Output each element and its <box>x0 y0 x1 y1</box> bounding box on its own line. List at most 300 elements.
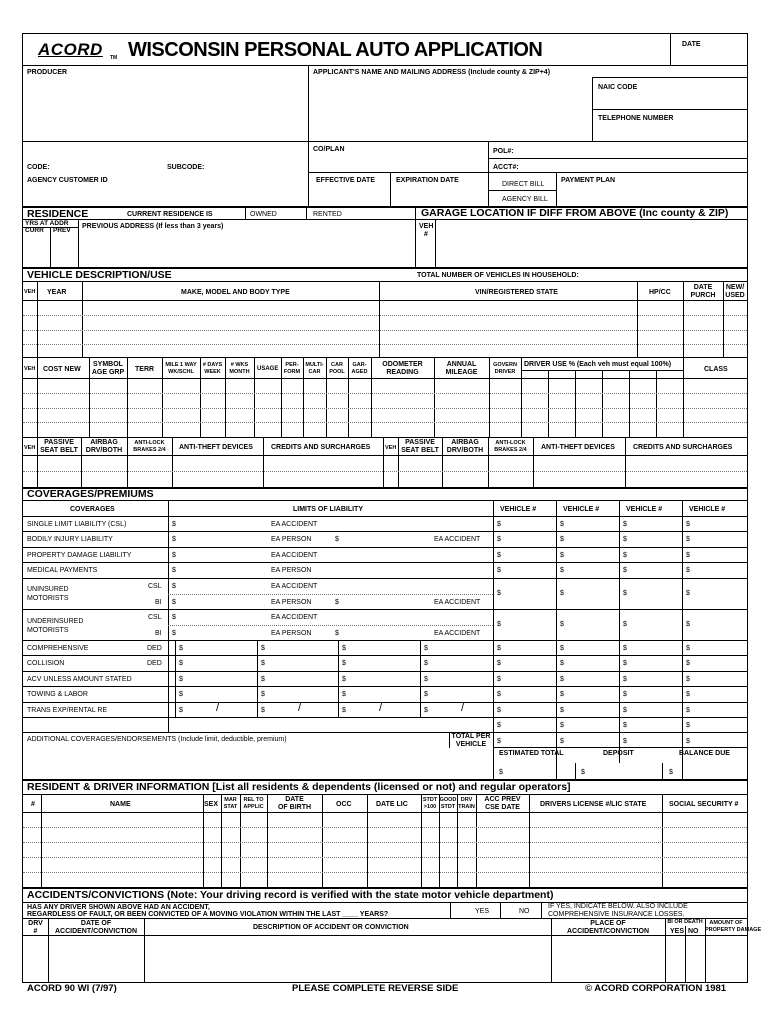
drv1: DRV <box>460 797 473 803</box>
garaged-col <box>348 362 371 376</box>
drv-rel-col <box>240 797 267 811</box>
vehicle-premium-dollar[interactable]: $ <box>623 536 627 543</box>
abs1b: ANTI-LOCK <box>495 440 526 446</box>
towing-label: TOWING & LABOR <box>27 691 88 698</box>
garage-veh-label: VEH <box>419 223 434 230</box>
airbag-col-2 <box>442 439 488 455</box>
curr-label: CURR <box>25 227 44 234</box>
coll-label: COLLISION <box>27 660 65 667</box>
producer-field[interactable] <box>25 78 306 140</box>
date1: DATE <box>693 284 713 291</box>
um-bi-dollar: $ <box>172 599 176 606</box>
vehicle-premium-dollar[interactable]: $ <box>497 567 501 574</box>
phone-label: TELEPHONE NUMBER <box>598 115 674 122</box>
underinsured-label <box>27 617 83 635</box>
vehicle-premium-dollar[interactable]: $ <box>497 590 501 597</box>
vehicle-premium-dollar[interactable]: $ <box>623 707 627 714</box>
bal-dollar: $ <box>669 769 673 776</box>
uim-bi-ea-per: EA PERSON <box>271 630 312 637</box>
terr-col: TERR <box>135 366 155 373</box>
dob1: DATE <box>285 796 304 803</box>
credits-col: CREDITS AND SURCHARGES <box>271 444 371 451</box>
mar1: MAR <box>224 797 237 803</box>
vehicle-premium-dollar[interactable]: $ <box>560 691 564 698</box>
carpool-col <box>326 362 348 376</box>
carp1: CAR <box>331 362 343 368</box>
vehicle-premium-dollar[interactable]: $ <box>560 645 564 652</box>
hpcc-col: HP/CC <box>649 289 671 296</box>
veh-col-4: VEH <box>385 445 397 451</box>
coverages-col: COVERAGES <box>70 506 115 513</box>
acc-amount-col <box>705 920 762 934</box>
total-per-vehicle <box>449 733 493 749</box>
vehicle-premium-dollar[interactable]: $ <box>560 738 564 745</box>
csl-label: SINGLE LIMIT LIABILITY (CSL) <box>27 521 127 528</box>
drv-sex-col: SEX <box>204 801 219 808</box>
estimated-total: ESTIMATED TOTAL <box>499 750 564 757</box>
drv-datelic-col: DATE LIC <box>376 801 408 808</box>
acc-place-col <box>551 920 665 936</box>
vehicle-title: VEHICLE DESCRIPTION/USE <box>27 269 172 281</box>
vehicle-premium-dollar[interactable]: $ <box>497 521 501 528</box>
limits-col: LIMITS OF LIABILITY <box>293 506 363 513</box>
trans-label: TRANS EXP/RENTAL RE <box>27 707 108 714</box>
symbol-col <box>89 361 127 377</box>
antilock-col <box>127 440 172 454</box>
vehicle-premium-dollar[interactable]: $ <box>497 536 501 543</box>
underinsured: UNDERINSURED <box>27 618 84 625</box>
vehicle-premium-dollar[interactable]: $ <box>497 621 501 628</box>
ded-dollar[interactable]: $ <box>179 676 183 683</box>
odometer-col <box>371 361 434 377</box>
vehicle-premium-dollar[interactable]: $ <box>686 645 690 652</box>
passive-col <box>37 439 81 455</box>
days-col <box>200 362 225 376</box>
csl-ea-acc: EA ACCIDENT <box>271 521 318 528</box>
um-bi-dollar-2: $ <box>335 599 339 606</box>
vin-col: VIN/REGISTERED STATE <box>475 289 558 296</box>
vehicle-premium-dollar[interactable]: $ <box>560 707 564 714</box>
drv-occ-col: OCC <box>336 801 352 808</box>
producer-label: PRODUCER <box>27 69 68 76</box>
vehicle-premium-dollar[interactable]: $ <box>623 567 627 574</box>
passive2b: SEAT BELT <box>401 447 439 454</box>
acc-if-yes <box>548 903 688 919</box>
vehicle-col-3: VEHICLE # <box>626 506 663 513</box>
trans-slash: / <box>379 702 383 714</box>
drv-num-col: # <box>31 801 35 808</box>
uim-bi-dollar-2: $ <box>335 630 339 637</box>
residence-title: RESIDENCE <box>27 208 89 220</box>
drv-good-col <box>439 797 457 811</box>
cost-col: COST NEW <box>43 366 81 373</box>
vehicle-premium-dollar[interactable]: $ <box>623 590 627 597</box>
class-col: CLASS <box>704 366 728 373</box>
if2: COMPREHENSIVE INSURANCE LOSSES. <box>548 911 685 918</box>
total-vehicles-label: TOTAL NUMBER OF VEHICLES IN HOUSEHOLD: <box>417 272 579 279</box>
mile2: WK/SCHL <box>168 369 194 375</box>
new-used-col <box>723 284 747 300</box>
garage-field[interactable] <box>437 221 745 266</box>
veh-col-3: VEH <box>24 445 36 451</box>
dob2: OF BIRTH <box>277 804 312 811</box>
acc-yes[interactable]: YES <box>475 908 490 915</box>
vehicle-premium-dollar[interactable]: $ <box>560 590 564 597</box>
gov2: DRIVER <box>494 369 516 375</box>
tot2: VEHICLE <box>455 741 487 748</box>
med-ea-per: EA PERSON <box>271 567 312 574</box>
ded-dollar[interactable]: $ <box>424 691 428 698</box>
agency-id-label: AGENCY CUSTOMER ID <box>27 177 108 184</box>
wks1: # WKS <box>230 362 249 368</box>
antilock-col-2 <box>488 440 533 454</box>
accidents-title: ACCIDENTS/CONVICTIONS (Note: Your driving record is verified with the state motor vehicle department) <box>27 889 554 901</box>
form-title: WISCONSIN PERSONAL AUTO APPLICATION <box>128 39 543 61</box>
good2: STDT <box>440 804 456 810</box>
vehicle-premium-dollar[interactable]: $ <box>686 676 690 683</box>
drv2: TRAIN <box>458 804 475 810</box>
multi1: MULTI- <box>305 362 324 368</box>
vehicle-premium-dollar[interactable]: $ <box>560 660 564 667</box>
drv-train-col <box>457 797 476 811</box>
eff-label: EFFECTIVE DATE <box>316 177 375 184</box>
acc-bi-no: NO <box>688 928 699 935</box>
ded-dollar[interactable]: $ <box>424 660 428 667</box>
vehicle-premium-dollar[interactable]: $ <box>560 621 564 628</box>
vehicle-premium-dollar[interactable]: $ <box>497 660 501 667</box>
make-col: MAKE, MODEL AND BODY TYPE <box>181 289 290 296</box>
tot1: TOTAL PER <box>451 733 491 740</box>
vehicle-premium-dollar[interactable]: $ <box>623 691 627 698</box>
vehicle-premium-dollar[interactable]: $ <box>686 660 690 667</box>
pd-label: PROPERTY DAMAGE LIABILITY <box>27 552 132 559</box>
purch: PURCH <box>690 292 716 299</box>
ded-dollar[interactable]: $ <box>261 691 265 698</box>
bi-label: BODILY INJURY LIABILITY <box>27 536 113 543</box>
air1: AIRBAG <box>90 439 118 446</box>
sym2: AGE GRP <box>91 369 125 376</box>
vehicle-premium-dollar[interactable]: $ <box>623 552 627 559</box>
trans-slash: / <box>216 702 220 714</box>
acc-no[interactable]: NO <box>519 908 530 915</box>
wks-col <box>225 362 254 376</box>
tm-mark: TM <box>110 55 118 61</box>
perform-col <box>281 362 303 376</box>
good1: GOOD <box>439 797 457 803</box>
date-purch-col <box>684 284 722 300</box>
pol-label: POL#: <box>493 148 514 155</box>
prev-addr-label: PREVIOUS ADDRESS (If less than 3 years) <box>82 223 224 230</box>
balance-label: BALANCE DUE <box>679 750 730 757</box>
uim-bi-dollar: $ <box>172 630 176 637</box>
drv-name-col: NAME <box>110 801 131 808</box>
abs1: ANTI-LOCK <box>134 440 165 446</box>
vehicle-premium-dollar[interactable]: $ <box>623 660 627 667</box>
ded-dollar[interactable]: $ <box>342 691 346 698</box>
copyright: © ACORD CORPORATION 1981 <box>585 983 727 994</box>
prev-label: PREV <box>53 227 71 234</box>
vehicle-premium-dollar[interactable]: $ <box>686 707 690 714</box>
est-dollar: $ <box>499 769 503 776</box>
odo2: READING <box>386 369 419 376</box>
place2: ACCIDENT/CONVICTION <box>566 928 650 935</box>
credits-col-2: CREDITS AND SURCHARGES <box>633 444 733 451</box>
vehicle-premium-dollar[interactable]: $ <box>623 676 627 683</box>
if1: IF YES, INDICATE BELOW. ALSO INCLUDE <box>548 903 688 910</box>
passive1: PASSIVE <box>44 439 74 446</box>
stdt1: STDT <box>422 797 438 803</box>
odo1: ODOMETER <box>382 361 423 368</box>
airbag-col <box>81 439 127 455</box>
dep-dollar: $ <box>581 769 585 776</box>
drv-ss-col: SOCIAL SECURITY # <box>669 801 739 808</box>
ded-dollar[interactable]: $ <box>261 707 265 714</box>
uninsured: UNINSURED <box>27 586 69 593</box>
vehicle-premium-dollar[interactable]: $ <box>560 521 564 528</box>
bi-dollar-2: $ <box>335 536 339 543</box>
coplan-label: CO/PLAN <box>313 146 345 153</box>
vehicle-premium-dollar[interactable]: $ <box>686 691 690 698</box>
bi-ea-per: EA PERSON <box>271 536 312 543</box>
ded-dollar[interactable]: $ <box>342 660 346 667</box>
drv-mar-col <box>221 797 240 811</box>
vehicle-premium-dollar[interactable]: $ <box>497 722 501 729</box>
um-bi-ea-per: EA PERSON <box>271 599 312 606</box>
vehicle-premium-dollar[interactable]: $ <box>623 521 627 528</box>
ded-dollar[interactable]: $ <box>179 660 183 667</box>
naic-label: NAIC CODE <box>598 84 638 91</box>
ded-dollar[interactable]: $ <box>342 645 346 652</box>
acc-desc-col: DESCRIPTION OF ACCIDENT OR CONVICTION <box>253 924 409 931</box>
air2b: DRV/BOTH <box>446 447 484 454</box>
garage-title: GARAGE LOCATION IF DIFF FROM ABOVE (Inc county & ZIP) <box>421 207 729 219</box>
ann2: MILEAGE <box>445 369 478 376</box>
place1: PLACE OF <box>590 920 626 927</box>
amt1: AMOUNT OF <box>709 920 743 926</box>
acc-date1: DATE OF <box>80 920 112 927</box>
vehicle-premium-dollar[interactable]: $ <box>497 738 501 745</box>
drv-stdt-col <box>421 797 439 811</box>
um-bi-ea-acc: EA ACCIDENT <box>434 599 481 606</box>
mile1: MILE 1 WAY <box>165 362 197 368</box>
vehicle-premium-dollar[interactable]: $ <box>497 707 501 714</box>
rel1: REL TO <box>243 797 264 803</box>
ded-dollar[interactable]: $ <box>424 676 428 683</box>
acord-logo: ACORD <box>38 40 103 59</box>
uninsured-label <box>27 585 69 603</box>
coverages-title: COVERAGES/PREMIUMS <box>27 488 154 500</box>
amt2: PROPERTY DAMAGE <box>705 927 762 933</box>
pd-dollar: $ <box>172 552 176 559</box>
date-field[interactable] <box>672 48 746 64</box>
ann1: ANNUAL <box>446 361 477 368</box>
acc-bi-yes: YES <box>670 928 685 935</box>
drv-lic-col: DRIVERS LICENSE #/LIC STATE <box>540 801 647 808</box>
vehicle-col-1: VEHICLE # <box>500 506 537 513</box>
vehicle-premium-dollar[interactable]: $ <box>686 552 690 559</box>
passive-col-2 <box>398 439 442 455</box>
garage-num-label: # <box>424 231 428 238</box>
ded-dollar[interactable]: $ <box>179 707 183 714</box>
vehicle-premium-dollar[interactable]: $ <box>623 722 627 729</box>
carp2: POOL <box>329 369 345 375</box>
exp-label: EXPIRATION DATE <box>396 177 459 184</box>
rel2: APPLIC <box>243 804 264 810</box>
date-label: DATE <box>682 41 701 48</box>
comp-ded: DED <box>147 645 162 652</box>
acc-date2: ACCIDENT/CONVICTION <box>54 928 138 935</box>
vehicle-col-2: VEHICLE # <box>563 506 600 513</box>
ded-dollar[interactable]: $ <box>424 707 428 714</box>
vehicle-premium-dollar[interactable]: $ <box>623 621 627 628</box>
days2: WEEK <box>204 369 221 375</box>
per1: PER- <box>285 362 299 368</box>
um-csl-dollar: $ <box>172 583 176 590</box>
year-col: YEAR <box>47 289 67 296</box>
rented-option[interactable]: RENTED <box>313 211 342 218</box>
vehicle-premium-dollar[interactable]: $ <box>560 722 564 729</box>
acc-drv: DRV <box>28 920 43 927</box>
uim-csl: CSL <box>148 614 162 621</box>
acc2: CSE DATE <box>485 804 520 811</box>
acc-drv-col <box>23 920 48 936</box>
coll-ded: DED <box>147 660 162 667</box>
yrs-label: YRS AT ADDR <box>25 220 69 227</box>
additional-label: ADDITIONAL COVERAGES/ENDORSEMENTS (Include limit, deductible, premium) <box>27 736 287 743</box>
pd-ea-acc: EA ACCIDENT <box>271 552 318 559</box>
vehicle-premium-dollar[interactable]: $ <box>686 722 690 729</box>
days1: # DAYS <box>202 362 223 368</box>
drv-acc-col <box>476 796 529 812</box>
agency-bill[interactable]: AGENCY BILL <box>502 196 548 203</box>
bi-dollar: $ <box>172 536 176 543</box>
ded-dollar[interactable]: $ <box>424 645 428 652</box>
owned-option[interactable]: OWNED <box>250 211 277 218</box>
acc-date-col <box>48 920 144 936</box>
gov1: GOVERN <box>493 362 517 368</box>
stdt2: >100 <box>423 804 437 810</box>
wks2: MONTH <box>229 369 250 375</box>
uim-bi: BI <box>155 630 162 637</box>
form-number: ACORD 90 WI (7/97) <box>27 983 117 994</box>
um-bi: BI <box>155 599 162 606</box>
vehicle-premium-dollar[interactable]: $ <box>497 691 501 698</box>
driver-use-col: DRIVER USE % (Each veh must equal 100%) <box>524 361 672 368</box>
drivers-title: RESIDENT & DRIVER INFORMATION [List all residents & dependents (licensed or not) and regular operators] <box>27 781 571 793</box>
trans-slash: / <box>461 702 465 714</box>
mile-col <box>162 362 200 376</box>
vehicle-premium-dollar[interactable]: $ <box>686 567 690 574</box>
drv-dob-col <box>267 796 322 812</box>
applicant-label: APPLICANT'S NAME AND MAILING ADDRESS (Include county & ZIP+4) <box>313 69 551 76</box>
applicant-field[interactable] <box>310 78 590 140</box>
vehicle-premium-dollar[interactable]: $ <box>560 676 564 683</box>
uim-csl-ea-acc: EA ACCIDENT <box>271 614 318 621</box>
multi2: CAR <box>308 369 321 375</box>
vehicle-premium-dollar[interactable]: $ <box>560 567 564 574</box>
vehicle-col-4: VEHICLE # <box>689 506 726 513</box>
vehicle-premium-dollar[interactable]: $ <box>623 645 627 652</box>
usage-col: USAGE <box>257 366 279 372</box>
vehicle-premium-dollar[interactable]: $ <box>686 621 690 628</box>
per2: FORM <box>283 369 301 375</box>
antitheft-col: ANTI-THEFT DEVICES <box>179 444 253 451</box>
veh-col-2: VEH <box>24 366 36 372</box>
abs2b: BRAKES 2/4 <box>494 447 527 453</box>
trans-slash: / <box>298 702 302 714</box>
vehicle-premium-dollar[interactable]: $ <box>686 590 690 597</box>
vehicle-premium-dollar[interactable]: $ <box>686 536 690 543</box>
passive1b: PASSIVE <box>405 439 435 446</box>
veh-col: VEH <box>24 289 36 295</box>
used: USED <box>725 292 745 299</box>
acc1: ACC PREV <box>484 796 521 803</box>
current-res-label: CURRENT RESIDENCE IS <box>127 211 213 218</box>
vehicle-premium-dollar[interactable]: $ <box>686 738 690 745</box>
vehicle-premium-dollar[interactable]: $ <box>560 536 564 543</box>
payment-label: PAYMENT PLAN <box>561 177 616 184</box>
new1: NEW/ <box>725 284 745 291</box>
ded-dollar[interactable]: $ <box>179 691 183 698</box>
code-label: CODE: <box>27 164 50 171</box>
vehicle-premium-dollar[interactable]: $ <box>497 552 501 559</box>
acv-label: ACV UNLESS AMOUNT STATED <box>27 676 132 683</box>
ded-dollar[interactable]: $ <box>261 676 265 683</box>
med-label: MEDICAL PAYMENTS <box>27 567 98 574</box>
um-csl-ea-acc: EA ACCIDENT <box>271 583 318 590</box>
acc-bi-death: BI OR DEATH <box>667 919 703 925</box>
ded-dollar[interactable]: $ <box>261 645 265 652</box>
direct-bill[interactable]: DIRECT BILL <box>502 181 545 188</box>
gar2: AGED <box>351 369 368 375</box>
uim-csl-dollar: $ <box>172 614 176 621</box>
vehicle-premium-dollar[interactable]: $ <box>497 676 501 683</box>
comp-label: COMPREHENSIVE <box>27 645 89 652</box>
motorists-2: MOTORISTS <box>27 627 69 634</box>
air1b: AIRBAG <box>451 439 479 446</box>
sym1: SYMBOL <box>93 361 123 368</box>
multicar-col <box>303 362 326 376</box>
acc-q2: REGARDLESS OF FAULT, OR BEEN CONVICTED OF A MOVING VIOLATION WITHIN THE LAST ____ YEARS? <box>27 911 389 918</box>
csl-dollar: $ <box>172 521 176 528</box>
ded-dollar[interactable]: $ <box>261 660 265 667</box>
annual-col <box>434 361 489 377</box>
um-csl: CSL <box>148 583 162 590</box>
acc-num: # <box>33 928 38 935</box>
acct-label: ACCT#: <box>493 164 519 171</box>
vehicle-premium-dollar[interactable]: $ <box>623 738 627 745</box>
subcode-label: SUBCODE: <box>167 164 205 171</box>
med-dollar: $ <box>172 567 176 574</box>
gar1: GAR- <box>352 362 367 368</box>
bi-ea-acc: EA ACCIDENT <box>434 536 481 543</box>
ded-dollar[interactable]: $ <box>342 676 346 683</box>
abs2: BRAKES 2/4 <box>133 447 166 453</box>
govern-col <box>489 362 521 376</box>
uim-bi-ea-acc: EA ACCIDENT <box>434 630 481 637</box>
reverse-note: PLEASE COMPLETE REVERSE SIDE <box>292 983 459 994</box>
vehicle-premium-dollar[interactable]: $ <box>686 521 690 528</box>
ded-dollar[interactable]: $ <box>342 707 346 714</box>
mar2: STAT <box>223 804 238 810</box>
antitheft-col-2: ANTI-THEFT DEVICES <box>541 444 615 451</box>
prev-addr-field[interactable] <box>80 232 413 266</box>
air2: DRV/BOTH <box>85 447 123 454</box>
vehicle-premium-dollar[interactable]: $ <box>497 645 501 652</box>
passive2: SEAT BELT <box>40 447 78 454</box>
ded-dollar[interactable]: $ <box>179 645 183 652</box>
vehicle-premium-dollar[interactable]: $ <box>560 552 564 559</box>
